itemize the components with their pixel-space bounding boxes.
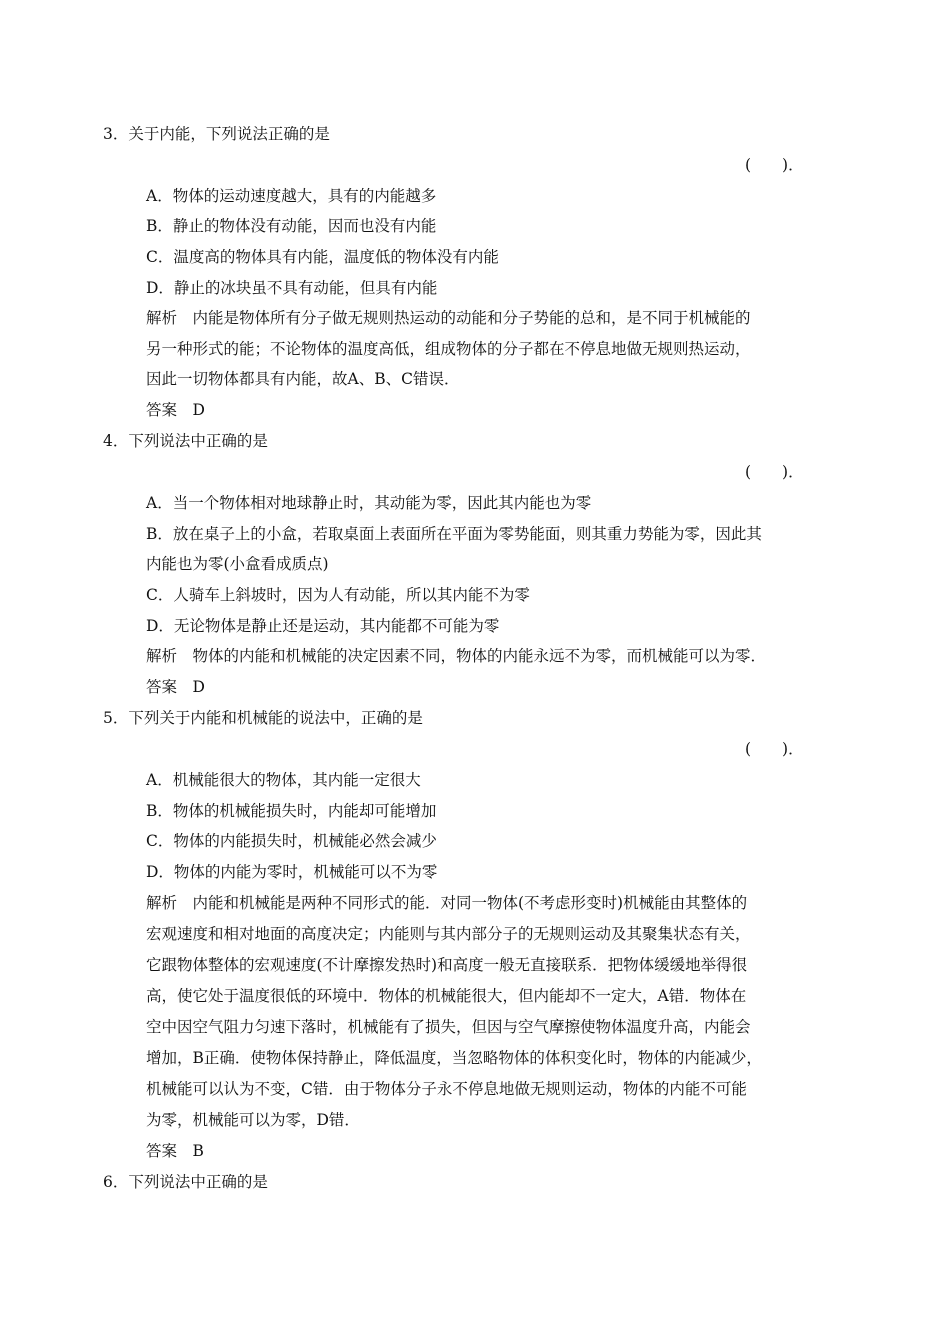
- question-3-option-a: A．物体的运动速度越大，具有的内能越多: [146, 187, 437, 205]
- question-6-stem: 6．下列说法中正确的是: [103, 1173, 268, 1191]
- question-3-analysis-line: 解析 内能是物体所有分子做无规则热运动的动能和分子势能的总和，是不同于机械能的: [146, 309, 751, 327]
- question-5-analysis-line: 空中因空气阻力匀速下落时，机械能有了损失，但因与空气摩擦使物体温度升高，内能会: [146, 1018, 751, 1036]
- question-5-analysis-line: 它跟物体整体的宏观速度(不计摩擦发热时)和高度一般无直接联系．把物体缓缓地举得很: [146, 956, 748, 974]
- question-3-answer-blank: ( )．: [745, 156, 804, 174]
- question-4-answer-blank: ( )．: [745, 463, 804, 481]
- question-5-answer: 答案 B: [146, 1142, 204, 1160]
- question-4-option-b: B．放在桌子上的小盒，若取桌面上表面所在平面为零势能面，则其重力势能为零，因此其: [146, 525, 762, 543]
- question-5-analysis-line: 为零，机械能可以为零，D错．: [146, 1111, 360, 1129]
- question-4-option-c: C．人骑车上斜坡时，因为人有动能，所以其内能不为零: [146, 586, 530, 604]
- question-5-stem: 5．下列关于内能和机械能的说法中，正确的是: [103, 709, 423, 727]
- question-3-stem: 3．关于内能，下列说法正确的是: [103, 125, 330, 143]
- question-5-option-c: C．物体的内能损失时，机械能必然会减少: [146, 832, 437, 850]
- question-5-option-a: A．机械能很大的物体，其内能一定很大: [146, 771, 421, 789]
- question-3-option-c: C．温度高的物体具有内能，温度低的物体没有内能: [146, 248, 499, 266]
- question-4-analysis-line: 解析 物体的内能和机械能的决定因素不同，物体的内能永远不为零，而机械能可以为零．: [146, 647, 767, 665]
- question-3-analysis-line: 另一种形式的能；不论物体的温度高低，组成物体的分子都在不停息地做无规则热运动，: [146, 340, 751, 358]
- question-4-option-d: D．无论物体是静止还是运动，其内能都不可能为零: [146, 617, 500, 635]
- question-5-answer-blank: ( )．: [745, 740, 804, 758]
- question-4-option-b-cont: 内能也为零(小盒看成质点): [146, 555, 329, 573]
- question-5-option-d: D．物体的内能为零时，机械能可以不为零: [146, 863, 438, 881]
- question-4-option-a: A．当一个物体相对地球静止时，其动能为零，因此其内能也为零: [146, 494, 592, 512]
- question-5-analysis-line: 宏观速度和相对地面的高度决定；内能则与其内部分子的无规则运动及其聚集状态有关，: [146, 925, 751, 943]
- question-4-answer: 答案 D: [146, 678, 205, 696]
- question-5-analysis-line: 增加，B正确．使物体保持静止，降低温度，当忽略物体的体积变化时，物体的内能减少，: [146, 1049, 762, 1067]
- question-3-option-d: D．静止的冰块虽不具有动能，但具有内能: [146, 279, 438, 297]
- question-3-option-b: B．静止的物体没有动能，因而也没有内能: [146, 217, 437, 235]
- question-5-analysis-line: 机械能可以认为不变，C错．由于物体分子永不停息地做无规则运动，物体的内能不可能: [146, 1080, 747, 1098]
- question-5-analysis-line: 解析 内能和机械能是两种不同形式的能．对同一物体(不考虑形变时)机械能由其整体的: [146, 894, 748, 912]
- question-5-analysis-line: 高，使它处于温度很低的环境中．物体的机械能很大，但内能却不一定大，A错．物体在: [146, 987, 747, 1005]
- question-5-option-b: B．物体的机械能损失时，内能却可能增加: [146, 802, 437, 820]
- question-3-analysis-line: 因此一切物体都具有内能，故A、B、C错误．: [146, 370, 460, 388]
- question-3-answer: 答案 D: [146, 401, 205, 419]
- question-4-stem: 4．下列说法中正确的是: [103, 432, 268, 450]
